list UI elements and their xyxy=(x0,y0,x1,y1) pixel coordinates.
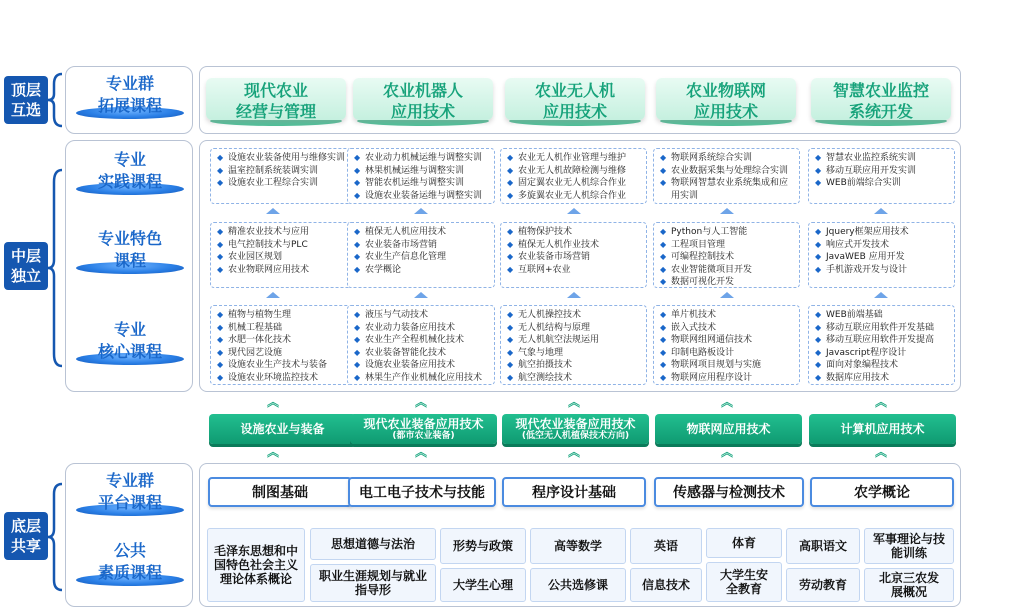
list-item: ◆ 移动互联应用开发实训 xyxy=(815,165,950,178)
tier-top-tag: 顶层互选 xyxy=(4,76,48,124)
label-expand-courses: 专业群 拓展课程 xyxy=(66,73,194,117)
list-item: ◆ 单片机技术 xyxy=(660,309,795,322)
list-item: ◆ 无人机航空法规运用 xyxy=(507,334,642,347)
list-item: ◆ 植保无人机应用技术 xyxy=(354,226,490,239)
left-panel-bottom xyxy=(65,463,193,607)
list-item: ◆ WEB前端综合实训 xyxy=(815,177,950,190)
list-item: ◆ 液压与气动技术 xyxy=(354,309,490,322)
practice-box-3 xyxy=(500,148,647,204)
direction-urban-agri-equipment[interactable]: 现代农业装备应用技术 (都市农业装备) xyxy=(350,414,497,444)
general-course-military[interactable]: 军事理论与技能训练 xyxy=(864,528,954,564)
feature-box-4 xyxy=(653,222,800,288)
list-item: ◆ 农学概论 xyxy=(354,264,490,277)
list-item: ◆ 设施农业装备应用技术 xyxy=(354,359,490,372)
list-item: ◆ 电气控制技术与PLC xyxy=(217,239,352,252)
list-item: ◆ 农业无人机故障检测与维修 xyxy=(507,165,642,178)
list-item: ◆ 印制电路板设计 xyxy=(660,347,795,360)
list-item: ◆ 航空测绘技术 xyxy=(507,372,642,385)
list-item: ◆ 水肥一体化技术 xyxy=(217,334,352,347)
list-item: ◆ 固定翼农业无人机综合作业 xyxy=(507,177,642,190)
list-item: ◆ 手机游戏开发与设计 xyxy=(815,264,950,277)
list-item: ◆ 物联网系统综合实训 xyxy=(660,152,795,165)
list-item: ◆ 工程项目管理 xyxy=(660,239,795,252)
up-arrow xyxy=(567,292,581,298)
list-item: ◆ 智慧农业监控系统实训 xyxy=(815,152,950,165)
list-item: ◆ 现代园艺设施 xyxy=(217,347,352,360)
list-item: ◆ 设施农业工程综合实训 xyxy=(217,177,352,190)
core-box-1 xyxy=(210,305,357,385)
feature-box-1 xyxy=(210,222,357,288)
feature-box-3 xyxy=(500,222,647,288)
general-course-math[interactable]: 高等数学 xyxy=(530,528,626,564)
chevron-up-icon: ︽ xyxy=(567,395,580,409)
label-platform-courses: 专业群 平台课程 xyxy=(66,470,194,514)
label-general-courses: 公共 素质课程 xyxy=(66,540,194,584)
list-item: ◆ 植保无人机作业技术 xyxy=(507,239,642,252)
up-arrow xyxy=(874,208,888,214)
general-course-english[interactable]: 英语 xyxy=(630,528,702,564)
left-panel-mid xyxy=(65,140,193,392)
general-course-chinese[interactable]: 高职语文 xyxy=(786,528,860,564)
general-course-pe[interactable]: 体育 xyxy=(706,528,782,558)
list-item: ◆ 物联网应用程序设计 xyxy=(660,372,795,385)
list-item: ◆ 面向对象编程技术 xyxy=(815,359,950,372)
list-item: ◆ 设施农业生产技术与装备 xyxy=(217,359,352,372)
general-course-career[interactable]: 职业生涯规划与就业指导形 xyxy=(310,564,436,602)
list-item: ◆ 气象与地理 xyxy=(507,347,642,360)
list-item: ◆ 农业动力装备应用技术 xyxy=(354,322,490,335)
list-item: ◆ 机械工程基础 xyxy=(217,322,352,335)
top-course-agri-iot[interactable]: 农业物联网 应用技术 xyxy=(656,72,796,126)
list-item: ◆ 嵌入式技术 xyxy=(660,322,795,335)
list-item: ◆ 农业园区规划 xyxy=(217,251,352,264)
up-arrow xyxy=(266,292,280,298)
core-box-4 xyxy=(653,305,800,385)
list-item: ◆ 移动互联应用软件开发基础 xyxy=(815,322,950,335)
list-item: ◆ 林果机械运维与调整实训 xyxy=(354,165,490,178)
chevron-up-icon: ︽ xyxy=(874,395,887,409)
list-item: ◆ 响应式开发技术 xyxy=(815,239,950,252)
list-item: ◆ 农业物联网应用技术 xyxy=(217,264,352,277)
list-item: ◆ Jquery框架应用技术 xyxy=(815,226,950,239)
list-item: ◆ 数据库应用技术 xyxy=(815,372,950,385)
list-item: ◆ JavaWEB 应用开发 xyxy=(815,251,950,264)
chevron-up-icon: ︽ xyxy=(266,395,279,409)
up-arrow xyxy=(720,292,734,298)
general-course-elective[interactable]: 公共选修课 xyxy=(530,568,626,602)
list-item: ◆ 农业生产信息化管理 xyxy=(354,251,490,264)
label-practice-courses: 专业 实践课程 xyxy=(66,149,194,193)
list-item: ◆ 智能农机运维与调整实训 xyxy=(354,177,490,190)
list-item: ◆ 植物保护技术 xyxy=(507,226,642,239)
top-course-agri-robot[interactable]: 农业机器人 应用技术 xyxy=(353,72,493,126)
label-feature-courses: 专业特色 课程 xyxy=(66,228,194,272)
brace-bottom xyxy=(46,482,64,592)
list-item: ◆ 温室控制系统装调实训 xyxy=(217,165,352,178)
direction-iot[interactable]: 物联网应用技术 xyxy=(655,414,802,444)
list-item: ◆ 物联网项目规划与实施 xyxy=(660,359,795,372)
brace-mid xyxy=(46,168,64,368)
platform-course-programming[interactable]: 程序设计基础 xyxy=(502,477,646,507)
list-item: ◆ 多旋翼农业无人机综合作业 xyxy=(507,190,642,203)
list-item: ◆ 航空拍摄技术 xyxy=(507,359,642,372)
direction-computer[interactable]: 计算机应用技术 xyxy=(809,414,956,444)
list-item: ◆ 设施农业装备运维与调整实训 xyxy=(354,190,490,203)
list-item: ◆ 农业生产全程机械化技术 xyxy=(354,334,490,347)
chevron-up-icon: ︽ xyxy=(720,395,733,409)
top-course-agri-drone[interactable]: 农业无人机 应用技术 xyxy=(505,72,645,126)
chevron-up-icon: ︽ xyxy=(567,445,580,459)
list-item: ◆ Javascript程序设计 xyxy=(815,347,950,360)
list-item: ◆ 植物与植物生理 xyxy=(217,309,352,322)
general-course-labor[interactable]: 劳动教育 xyxy=(786,568,860,602)
direction-drone-plant-protection[interactable]: 现代农业装备应用技术 (低空无人机植保技术方向) xyxy=(502,414,649,444)
feature-box-5 xyxy=(808,222,955,288)
up-arrow xyxy=(567,208,581,214)
general-course-ideology[interactable]: 思想道德与法治 xyxy=(310,528,436,560)
list-item: ◆ WEB前端基础 xyxy=(815,309,950,322)
tier-mid-tag: 中层独立 xyxy=(4,242,48,290)
chevron-up-icon: ︽ xyxy=(414,395,427,409)
general-course-beijing[interactable]: 北京三农发展概况 xyxy=(864,568,954,602)
practice-box-1 xyxy=(210,148,357,204)
core-box-2 xyxy=(347,305,495,385)
general-course-mao[interactable]: 毛泽东思想和中国特色社会主义理论体系概论 xyxy=(207,528,305,602)
platform-course-agronomy[interactable]: 农学概论 xyxy=(810,477,954,507)
list-item: ◆ 数据可视化开发 xyxy=(660,276,795,289)
core-box-3 xyxy=(500,305,647,385)
list-item: ◆ 农业装备市场营销 xyxy=(354,239,490,252)
list-item: ◆ 农业数据采集与处理综合实训 xyxy=(660,165,795,178)
chevron-up-icon: ︽ xyxy=(874,445,887,459)
list-item: ◆ 互联网+农业 xyxy=(507,264,642,277)
practice-box-4 xyxy=(653,148,800,204)
up-arrow xyxy=(266,208,280,214)
list-item: ◆ 精准农业技术与应用 xyxy=(217,226,352,239)
list-item: ◆ Python与人工智能 xyxy=(660,226,795,239)
platform-course-electronics[interactable]: 电工电子技术与技能 xyxy=(348,477,496,507)
list-item: ◆ 农业智能微项目开发 xyxy=(660,264,795,277)
top-course-smart-monitor[interactable]: 智慧农业监控 系统开发 xyxy=(811,72,951,126)
core-box-5 xyxy=(808,305,955,385)
chevron-up-icon: ︽ xyxy=(720,445,733,459)
list-item: ◆ 农业装备市场营销 xyxy=(507,251,642,264)
direction-facility-agri[interactable]: 设施农业与装备 xyxy=(209,414,356,444)
left-panel-top xyxy=(65,66,193,134)
practice-box-2 xyxy=(347,148,495,204)
up-arrow xyxy=(720,208,734,214)
list-item: ◆ 设施农业环境监控技术 xyxy=(217,372,352,385)
general-course-infotech[interactable]: 信息技术 xyxy=(630,568,702,602)
list-item: ◆ 农业装备智能化技术 xyxy=(354,347,490,360)
list-item: ◆ 物联网组网通信技术 xyxy=(660,334,795,347)
feature-box-2 xyxy=(347,222,495,288)
general-course-safety[interactable]: 大学生安全教育 xyxy=(706,562,782,602)
list-item: ◆ 移动互联应用软件开发提高 xyxy=(815,334,950,347)
list-item: ◆ 林果生产作业机械化应用技术 xyxy=(354,372,490,385)
up-arrow xyxy=(874,292,888,298)
list-item: ◆ 物联网智慧农业系统集成和应用实训 xyxy=(660,177,795,202)
chevron-up-icon: ︽ xyxy=(414,445,427,459)
platform-course-drawing[interactable]: 制图基础 xyxy=(208,477,352,507)
list-item: ◆ 设施农业装备使用与维修实训 xyxy=(217,152,352,165)
general-course-situation[interactable]: 形势与政策 xyxy=(440,528,526,564)
brace-top xyxy=(46,72,64,128)
list-item: ◆ 农业无人机作业管理与维护 xyxy=(507,152,642,165)
up-arrow xyxy=(414,292,428,298)
list-item: ◆ 农业动力机械运维与调整实训 xyxy=(354,152,490,165)
label-core-courses: 专业 核心课程 xyxy=(66,319,194,363)
platform-course-sensors[interactable]: 传感器与检测技术 xyxy=(654,477,804,507)
general-course-psych[interactable]: 大学生心理 xyxy=(440,568,526,602)
practice-box-5 xyxy=(808,148,955,204)
list-item: ◆ 可编程控制技术 xyxy=(660,251,795,264)
tier-bottom-tag: 底层共享 xyxy=(4,512,48,560)
list-item: ◆ 无人机操控技术 xyxy=(507,309,642,322)
top-course-modern-agri-mgmt[interactable]: 现代农业 经营与管理 xyxy=(206,72,346,126)
up-arrow xyxy=(414,208,428,214)
chevron-up-icon: ︽ xyxy=(266,445,279,459)
list-item: ◆ 无人机结构与原理 xyxy=(507,322,642,335)
